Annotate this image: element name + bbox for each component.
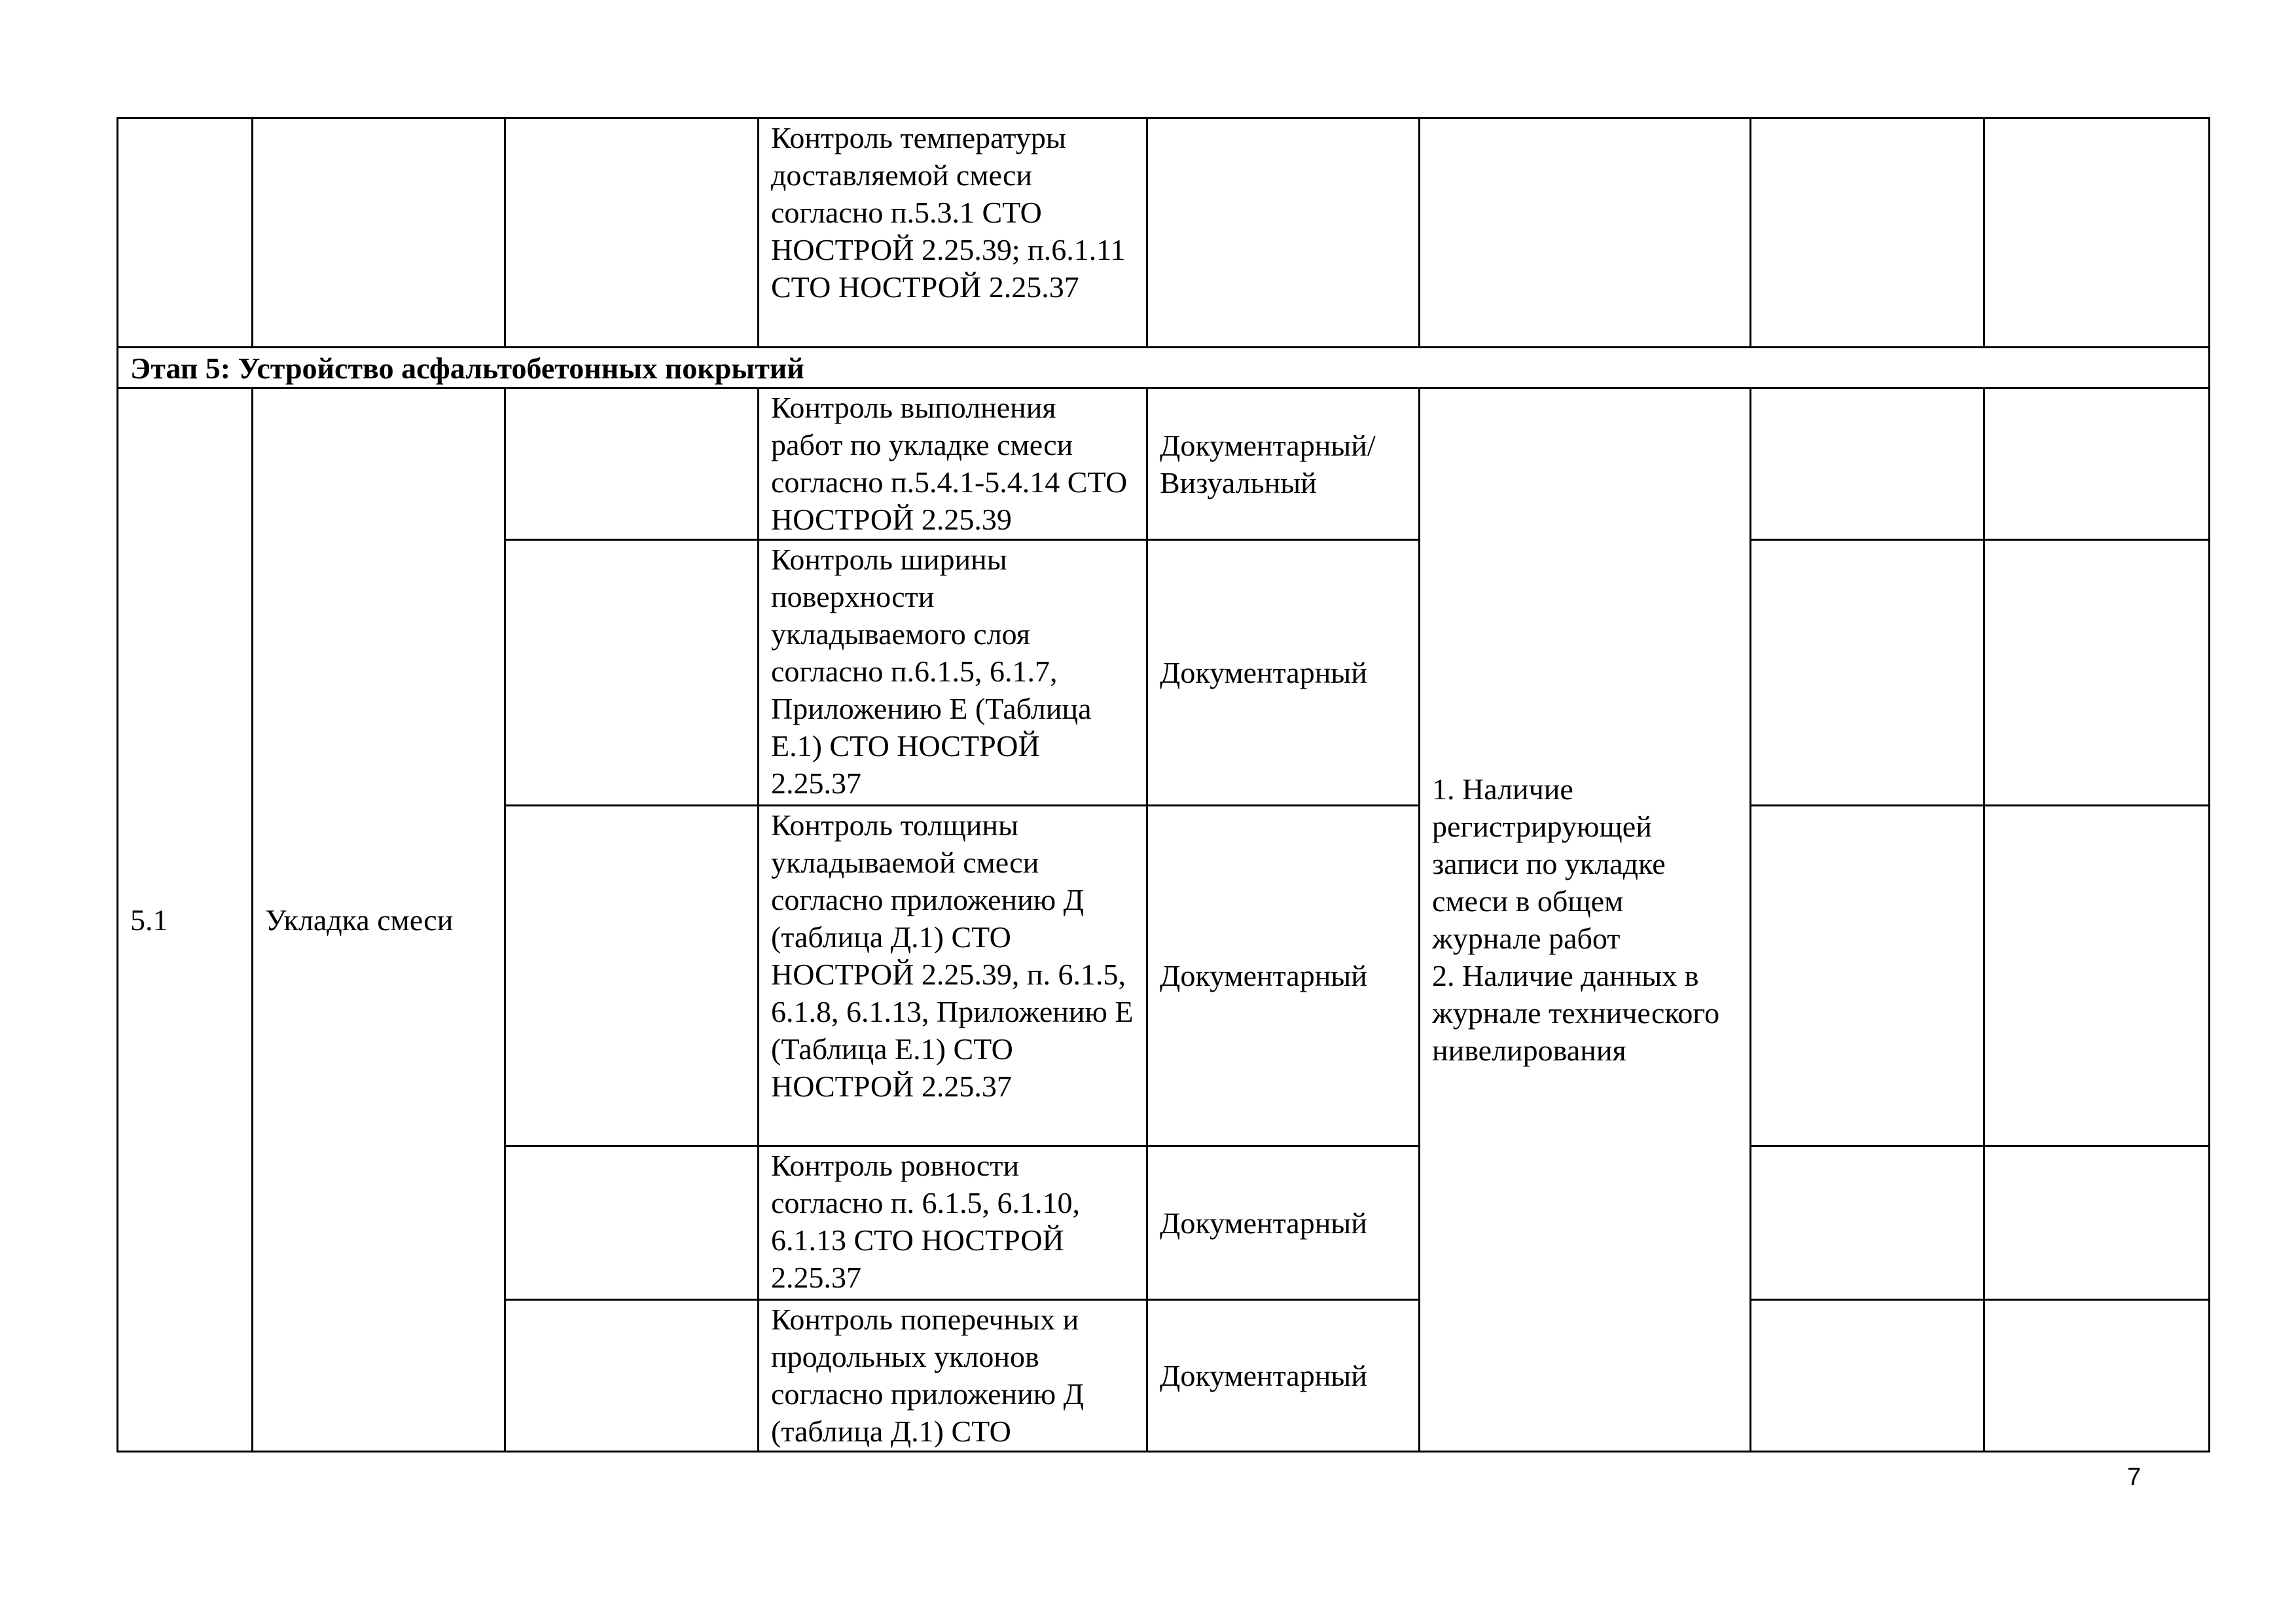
cell-control: Контроль выполнения работ по укладке смеси согласно п.5.4.1-5.4.14 СТО НОСТРОЙ 2.25.39 bbox=[759, 388, 1147, 540]
cell-blank bbox=[505, 540, 759, 806]
cell-method: Документарный bbox=[1147, 806, 1420, 1146]
cell-control: Контроль температуры доставляемой смеси согласно п.5.3.1 СТО НОСТРОЙ 2.25.39; п.6.1.11 СТО НОСТРОЙ 2.25.37 bbox=[759, 118, 1147, 348]
cell-extra-2 bbox=[1984, 806, 2210, 1146]
stage-row bbox=[118, 348, 2210, 388]
cell-control: Контроль толщины укладываемой смеси согласно приложению Д (таблица Д.1) СТО НОСТРОЙ 2.25.39, п. 6.1.5, 6.1.8, 6.1.13, Приложению Е (Таблица Е.1) СТО НОСТРОЙ 2.25.37 bbox=[759, 806, 1147, 1146]
cell-blank bbox=[505, 388, 759, 540]
cell-extra-2 bbox=[1984, 118, 2210, 348]
cell-number bbox=[118, 118, 253, 348]
cell-method: Документарный bbox=[1147, 540, 1420, 806]
cell-method: Документарный/ Визуальный bbox=[1147, 388, 1420, 540]
cell-extra-1 bbox=[1751, 540, 1984, 806]
page-number: 7 bbox=[2127, 1464, 2142, 1491]
cell-blank bbox=[505, 118, 759, 348]
cell-method: Документарный bbox=[1147, 1146, 1420, 1300]
cell-operation bbox=[253, 118, 505, 348]
stage-title: Этап 5: Устройство асфальтобетонных покрытий bbox=[118, 348, 2210, 388]
cell-control: Контроль ровности согласно п. 6.1.5, 6.1.10, 6.1.13 СТО НОСТРОЙ 2.25.37 bbox=[759, 1146, 1147, 1300]
group-number: 5.1 bbox=[118, 388, 253, 1452]
cell-method: Документарный bbox=[1147, 1300, 1420, 1452]
cell-extra-2 bbox=[1984, 1146, 2210, 1300]
cell-extra-1 bbox=[1751, 118, 1984, 348]
control-table bbox=[117, 117, 2210, 1453]
cell-extra-1 bbox=[1751, 388, 1984, 540]
cell-extra-2 bbox=[1984, 540, 2210, 806]
cell-extra-1 bbox=[1751, 1300, 1984, 1452]
cell-control: Контроль поперечных и продольных уклонов согласно приложению Д (таблица Д.1) СТО bbox=[759, 1300, 1147, 1452]
cell-extra-2 bbox=[1984, 388, 2210, 540]
group-evidence: 1. Наличие регистрирующей записи по укладке смеси в общем журнале работ 2. Наличие данных в журнале технического нивелирования bbox=[1420, 388, 1751, 1452]
cell-evidence bbox=[1420, 118, 1751, 348]
cell-blank bbox=[505, 1300, 759, 1452]
cell-method bbox=[1147, 118, 1420, 348]
group-operation: Укладка смеси bbox=[253, 388, 505, 1452]
cell-extra-1 bbox=[1751, 806, 1984, 1146]
cell-extra-1 bbox=[1751, 1146, 1984, 1300]
cell-blank bbox=[505, 806, 759, 1146]
table-row-continuation bbox=[118, 118, 2210, 348]
cell-blank bbox=[505, 1146, 759, 1300]
cell-control: Контроль ширины поверхности укладываемого слоя согласно п.6.1.5, 6.1.7, Приложению Е (Таблица Е.1) СТО НОСТРОЙ 2.25.37 bbox=[759, 540, 1147, 806]
table-row bbox=[118, 388, 2210, 540]
cell-extra-2 bbox=[1984, 1300, 2210, 1452]
